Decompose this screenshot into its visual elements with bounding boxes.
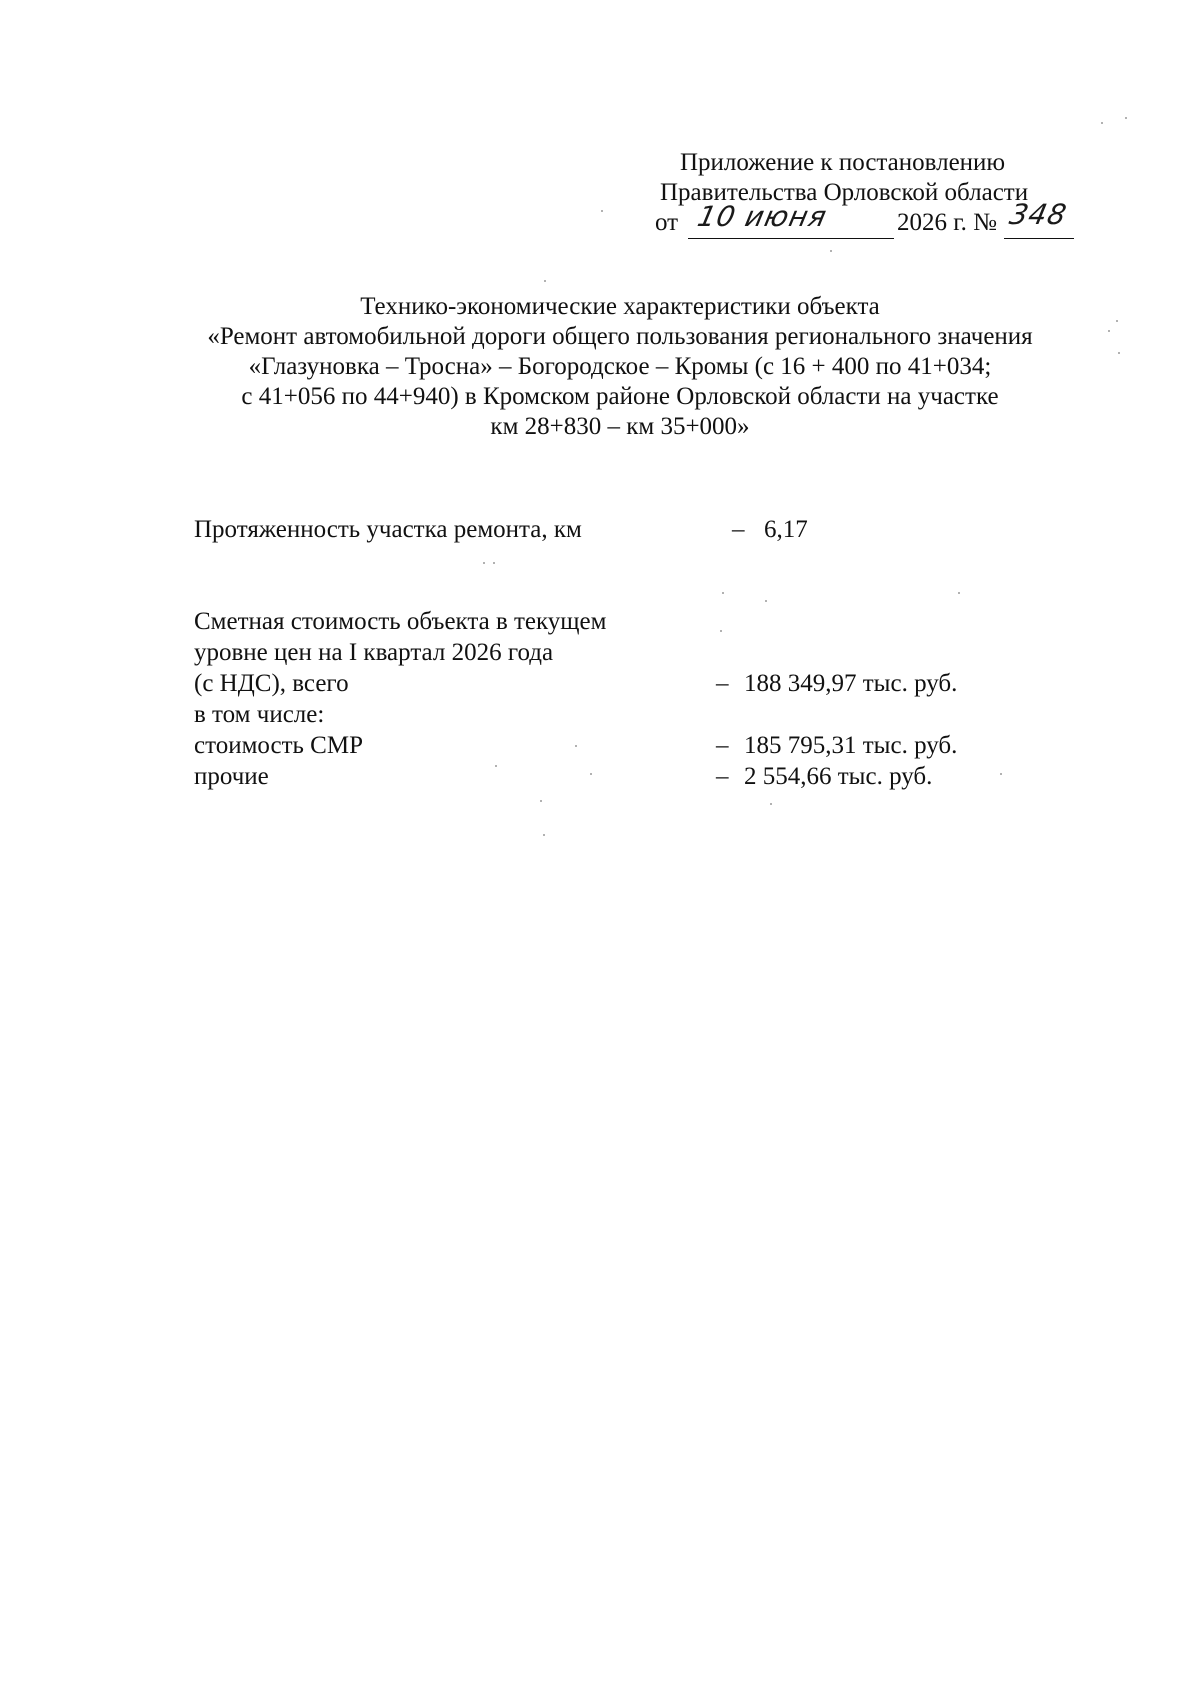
cost-label-row-1: [194, 606, 1014, 637]
date-handwritten: 10 июня: [694, 200, 831, 233]
other-value: 2 554,66 тыс. руб.: [744, 763, 933, 790]
scan-speck: [765, 600, 767, 602]
other-dash: –: [716, 763, 729, 790]
smr-dash: –: [716, 732, 729, 759]
scan-speck: [1108, 330, 1110, 332]
scan-speck: [720, 630, 722, 632]
title-line-3: «Глазуновка – Тросна» – Богородское – Кромы (с 16 + 400 по 41+034;: [248, 353, 992, 380]
scan-speck: [540, 800, 542, 802]
number-handwritten: 348: [1006, 198, 1071, 231]
approval-line-1: Приложение к постановлению: [680, 149, 1006, 176]
scan-speck: [543, 834, 545, 836]
title-line-2: «Ремонт автомобильной дороги общего пользования регионального значения: [207, 323, 1033, 350]
scan-speck: [722, 592, 724, 594]
including-label: в том числе:: [194, 701, 325, 728]
scan-speck: [601, 210, 603, 212]
year-text: 2026 г. №: [897, 209, 998, 236]
cost-total-row: [194, 668, 1014, 699]
spec-row-length: [194, 514, 1014, 545]
scan-speck: [1101, 122, 1103, 124]
scan-speck: [493, 562, 495, 564]
smr-row: [194, 730, 1014, 761]
scan-speck: [770, 803, 772, 805]
length-label: Протяженность участка ремонта, км: [194, 516, 582, 543]
other-label: прочие: [194, 763, 269, 790]
scan-speck: [495, 765, 497, 767]
scan-speck: [830, 250, 832, 252]
cost-label-row-2: [194, 637, 1014, 668]
title-line-5: км 28+830 – км 35+000»: [490, 413, 750, 440]
smr-label: стоимость СМР: [194, 732, 363, 759]
date-prefix: от: [655, 209, 679, 236]
scan-speck: [1116, 320, 1118, 322]
document-title: [150, 292, 1090, 442]
smr-value: 185 795,31 тыс. руб.: [744, 732, 958, 759]
cost-label-line-1: Сметная стоимость объекта в текущем: [194, 608, 607, 635]
approval-block: [600, 148, 1071, 242]
scan-speck: [590, 773, 592, 775]
cost-total-value: 188 349,97 тыс. руб.: [744, 670, 958, 697]
cost-label-line-3: (с НДС), всего: [194, 670, 349, 697]
scan-speck: [1118, 352, 1120, 354]
scan-speck: [483, 562, 485, 564]
approval-line-2: Правительства Орловской области: [660, 179, 1029, 206]
cost-total-dash: –: [716, 670, 729, 697]
length-value: 6,17: [764, 516, 808, 543]
other-row: [194, 761, 1014, 792]
scan-speck: [544, 280, 546, 282]
scan-speck: [958, 592, 960, 594]
title-line-1: Технико-экономические характеристики объекта: [360, 293, 880, 320]
spec-length: [194, 514, 1014, 545]
cost-label-line-2: уровне цен на I квартал 2026 года: [194, 639, 554, 666]
scan-speck: [1000, 773, 1002, 775]
scan-speck: [575, 745, 577, 747]
scan-speck: [1125, 117, 1127, 119]
including-row: [194, 699, 1014, 730]
approval-date-line: [600, 198, 1071, 242]
length-dash: –: [732, 516, 745, 543]
spec-cost: [194, 606, 1014, 792]
title-line-4: с 41+056 по 44+940) в Кромском районе Орловской области на участке: [241, 383, 999, 410]
